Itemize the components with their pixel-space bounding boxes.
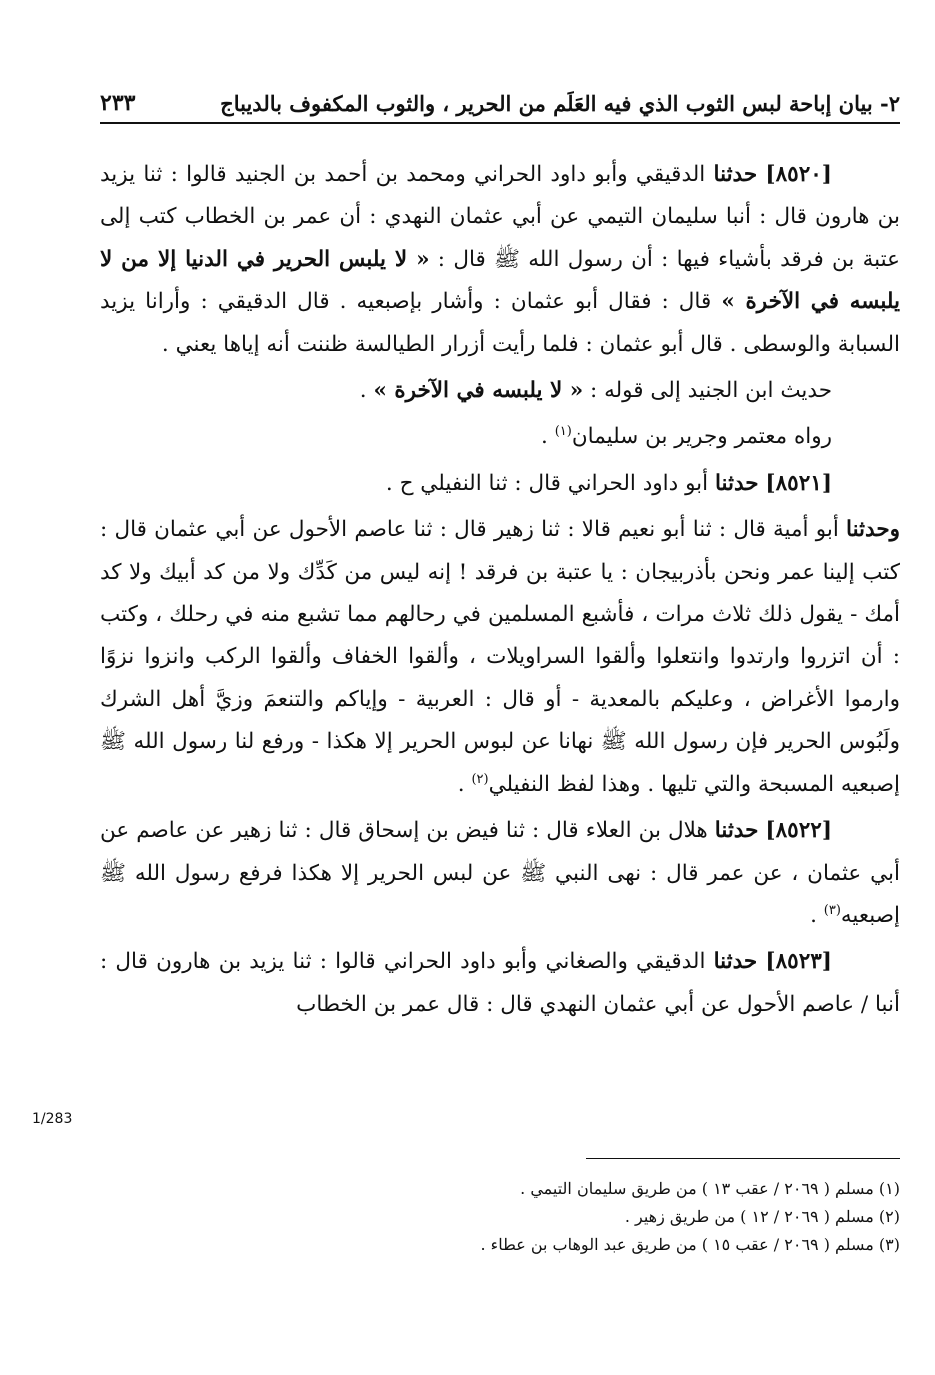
text-segment: قال : فقال أبو عثمان : وأشار بإصبعيه . قال الدقيقي : وأرانا يزيد السبابة والوسطى . قال أبو عثمان : فلما رأيت أزرار الطيالسة ظننت أنه إياها يعني . [100, 289, 900, 357]
hadith-number: [٨٥٢٣] [765, 949, 832, 975]
hadith-text [100, 150, 900, 1026]
hadith-matn: « لا يلبس الحرير في الدنيا إلا من لا يلبسه في الآخرة » [100, 246, 900, 315]
margin-manuscript-ref: 1/283 [32, 1111, 73, 1127]
footnote-marker: (٢) [471, 771, 489, 787]
page-number: ٢٣٣ [100, 90, 136, 116]
narration-keyword: حدثنا [714, 818, 759, 844]
page-header [100, 80, 900, 116]
paragraph [100, 463, 900, 505]
paragraph [100, 416, 900, 458]
footnote-2: (٢) مسلم ( ٢٠٦٩ / ١٢ ) من طريق زهير . [624, 1207, 900, 1226]
text-segment: الدقيقي والصغاني وأبو داود الحراني قالوا : ثنا يزيد بن هارون قال : أنبا / عاصم الأحول عن أبي عثمان النهدي قال : قال عمر بن الخطاب [100, 949, 900, 1017]
paragraph [100, 810, 900, 937]
paragraph [100, 370, 900, 412]
text-segment: أبو أمية قال : ثنا أبو نعيم قالا : ثنا زهير قال : ثنا عاصم الأحول عن أبي عثمان قال : كتب إلينا عمر ونحن بأذربيجان : يا عتبة بن فرقد ! إنه ليس من كَدِّك ولا من كد أبيك ولا كد أمك - يقول ذلك ثلاث مرات ، فأشبع المسلمين في رحالهم مما تشبع منه في رحلك ، وكتب : أن اتزروا وارتدوا وانتعلوا وألقوا السراويلات ، وألقوا الخفاف وألقوا الركب وانزوا نزوًا وارموا الأغراض ، وعليكم بالمعدية - أو قال : العربية - وإياكم والتنعمَ وزيَّ أهل الشرك ولَبُوس الحرير فإن رسول الله ﷺ نهانا عن لبوس الحرير إلا هكذا - ورفع لنا رسول الله ﷺ إصبعيه المسبحة والتي تليها . وهذا لفظ النفيلي [100, 517, 900, 797]
hadith-matn: وحدثنا [846, 517, 900, 543]
hadith-number: [٨٥٢٠] [765, 162, 832, 187]
footnotes [100, 1175, 900, 1259]
running-title: ٢- بيان إباحة لبس الثوب الذي فيه العَلَم من الحرير ، والثوب المكفوف بالديباج [220, 91, 900, 116]
narration-keyword: حدثنا [713, 162, 758, 187]
narration-keyword: حدثنا [713, 949, 758, 975]
text-segment: هلال بن العلاء قال : ثنا فيض بن إسحاق قال : ثنا زهير عن عاصم عن أبي عثمان ، عن عمر قال : نهى النبي ﷺ عن لبس الحرير إلا هكذا فرفع رسول الله ﷺ إصبعيه [100, 818, 900, 928]
paragraph [100, 941, 900, 1026]
paragraph [100, 509, 900, 806]
footnote-marker: (١) [554, 424, 572, 440]
footnote-1: (١) مسلم ( ٢٠٦٩ / عقب ١٣ ) من طريق سليمان التيمي . [520, 1179, 900, 1198]
footnote-marker: (٣) [823, 902, 841, 918]
text-segment: . [541, 424, 555, 450]
text-segment: رواه معتمر وجرير بن سليمان [571, 424, 832, 450]
hadith-number: [٨٥٢١] [765, 470, 832, 496]
text-segment: حديث ابن الجنيد إلى قوله : [583, 378, 832, 404]
header-rule [100, 122, 900, 124]
text-segment: . [457, 771, 472, 797]
hadith-matn: « لا يلبسه في الآخرة » [373, 378, 584, 404]
text-segment: أبو داود الحراني قال : ثنا النفيلي ح . [385, 470, 715, 496]
footnote-3: (٣) مسلم ( ٢٠٦٩ / عقب ١٥ ) من طريق عبد الوهاب بن عطاء . [480, 1235, 900, 1254]
narration-keyword: حدثنا [714, 470, 759, 496]
text-segment: . [810, 902, 824, 928]
text-segment: الدقيقي وأبو داود الحراني ومحمد بن أحمد بن الجنيد قالوا : ثنا يزيد بن هارون قال : أنبا سليمان التيمي عن أبي عثمان النهدي : أن عمر بن الخطاب كتب إلى عتبة بن فرقد بأشياء فيها : أن رسول الله ﷺ قال : [100, 162, 900, 272]
footnote-rule [586, 1158, 900, 1159]
hadith-number: [٨٥٢٢] [765, 818, 832, 844]
text-segment: . [359, 378, 374, 404]
paragraph [100, 154, 900, 366]
